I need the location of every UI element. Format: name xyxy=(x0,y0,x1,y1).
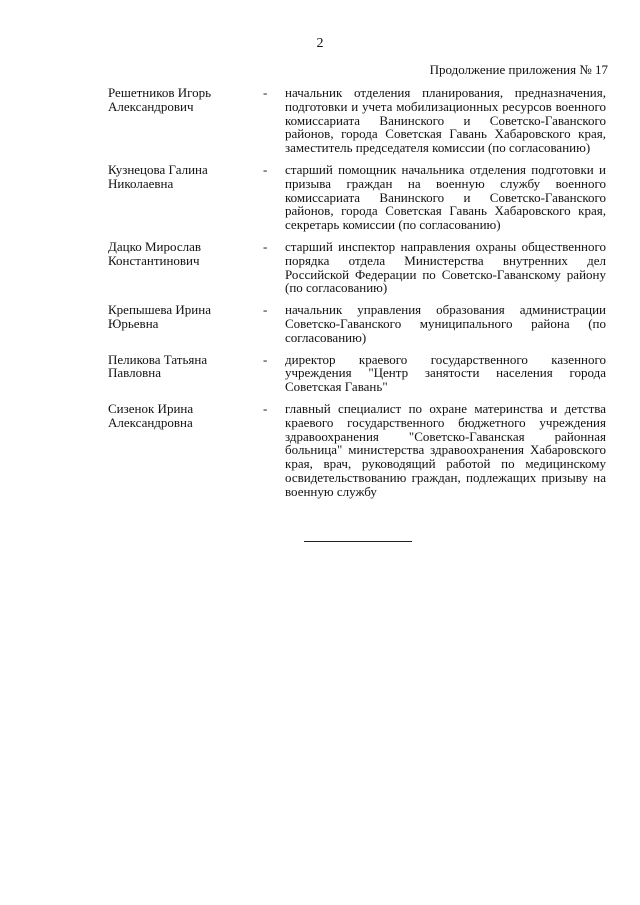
member-dash: - xyxy=(263,161,268,177)
member-name: Дацко Мирослав Константинович xyxy=(108,238,202,268)
member-name: Кузнецова Галина Николаевна xyxy=(108,161,208,191)
member-role: старший помощник начальника отделения подготовки и призыва граждан на военную службу военного комиссариата Ванинского и Советско-Гаванского районов, города Советская Гавань Хабаровского края, секретарь комиссии (по согласованию) xyxy=(285,161,606,233)
member-role: старший инспектор направления охраны общественного порядка отдела Министерства внутренних дел Российской Федерации по Советско-Гаванскому району (по согласованию) xyxy=(285,238,606,296)
member-dash: - xyxy=(263,302,268,318)
appendix-continuation-label: Продолжение приложения № 17 xyxy=(429,62,608,77)
member-dash: - xyxy=(263,238,268,254)
member-name: Крепышева Ирина Юрьевна xyxy=(108,302,211,331)
member-role: начальник отделения планирования, предназначения, подготовки и учета мобилизационных ресурсов военного комиссариата Ванинского и Советско-Гаванского районов, города Советская Гавань Хабаровского края, заместитель председателя комиссии (по согласованию) xyxy=(285,85,606,156)
member-role: директор краевого государственного казенного учреждения "Центр занятости населения города Советская Гавань" xyxy=(285,351,606,395)
member-entry xyxy=(108,240,606,295)
end-separator-line xyxy=(304,541,412,542)
member-dash: - xyxy=(263,351,268,367)
member-dash: - xyxy=(263,400,268,416)
commission-members-list xyxy=(108,86,606,507)
member-name: Сизенок Ирина Александровна xyxy=(108,400,194,430)
page-number: 2 xyxy=(316,36,324,51)
member-name: Решетников Игорь Александрович xyxy=(108,85,212,114)
member-name: Пеликова Татьяна Павловна xyxy=(108,351,208,381)
member-role: главный специалист по охране материнства и детства краевого государственного бюджетного учреждения здравоохранения "Советско-Гаванская районная больница" министерства здравоохранения Хабаровского края, врач, руководящий работой по медицинскому освидетельствованию граждан, подлежащих призыву на военную службу xyxy=(285,400,606,499)
member-entry xyxy=(108,163,606,232)
member-dash: - xyxy=(263,85,268,100)
member-role: начальник управления образования администрации Советско-Гаванского муниципального района (по согласованию) xyxy=(285,302,606,345)
member-entry xyxy=(108,86,606,155)
member-entry xyxy=(108,303,606,344)
member-entry xyxy=(108,353,606,394)
member-entry xyxy=(108,402,606,499)
